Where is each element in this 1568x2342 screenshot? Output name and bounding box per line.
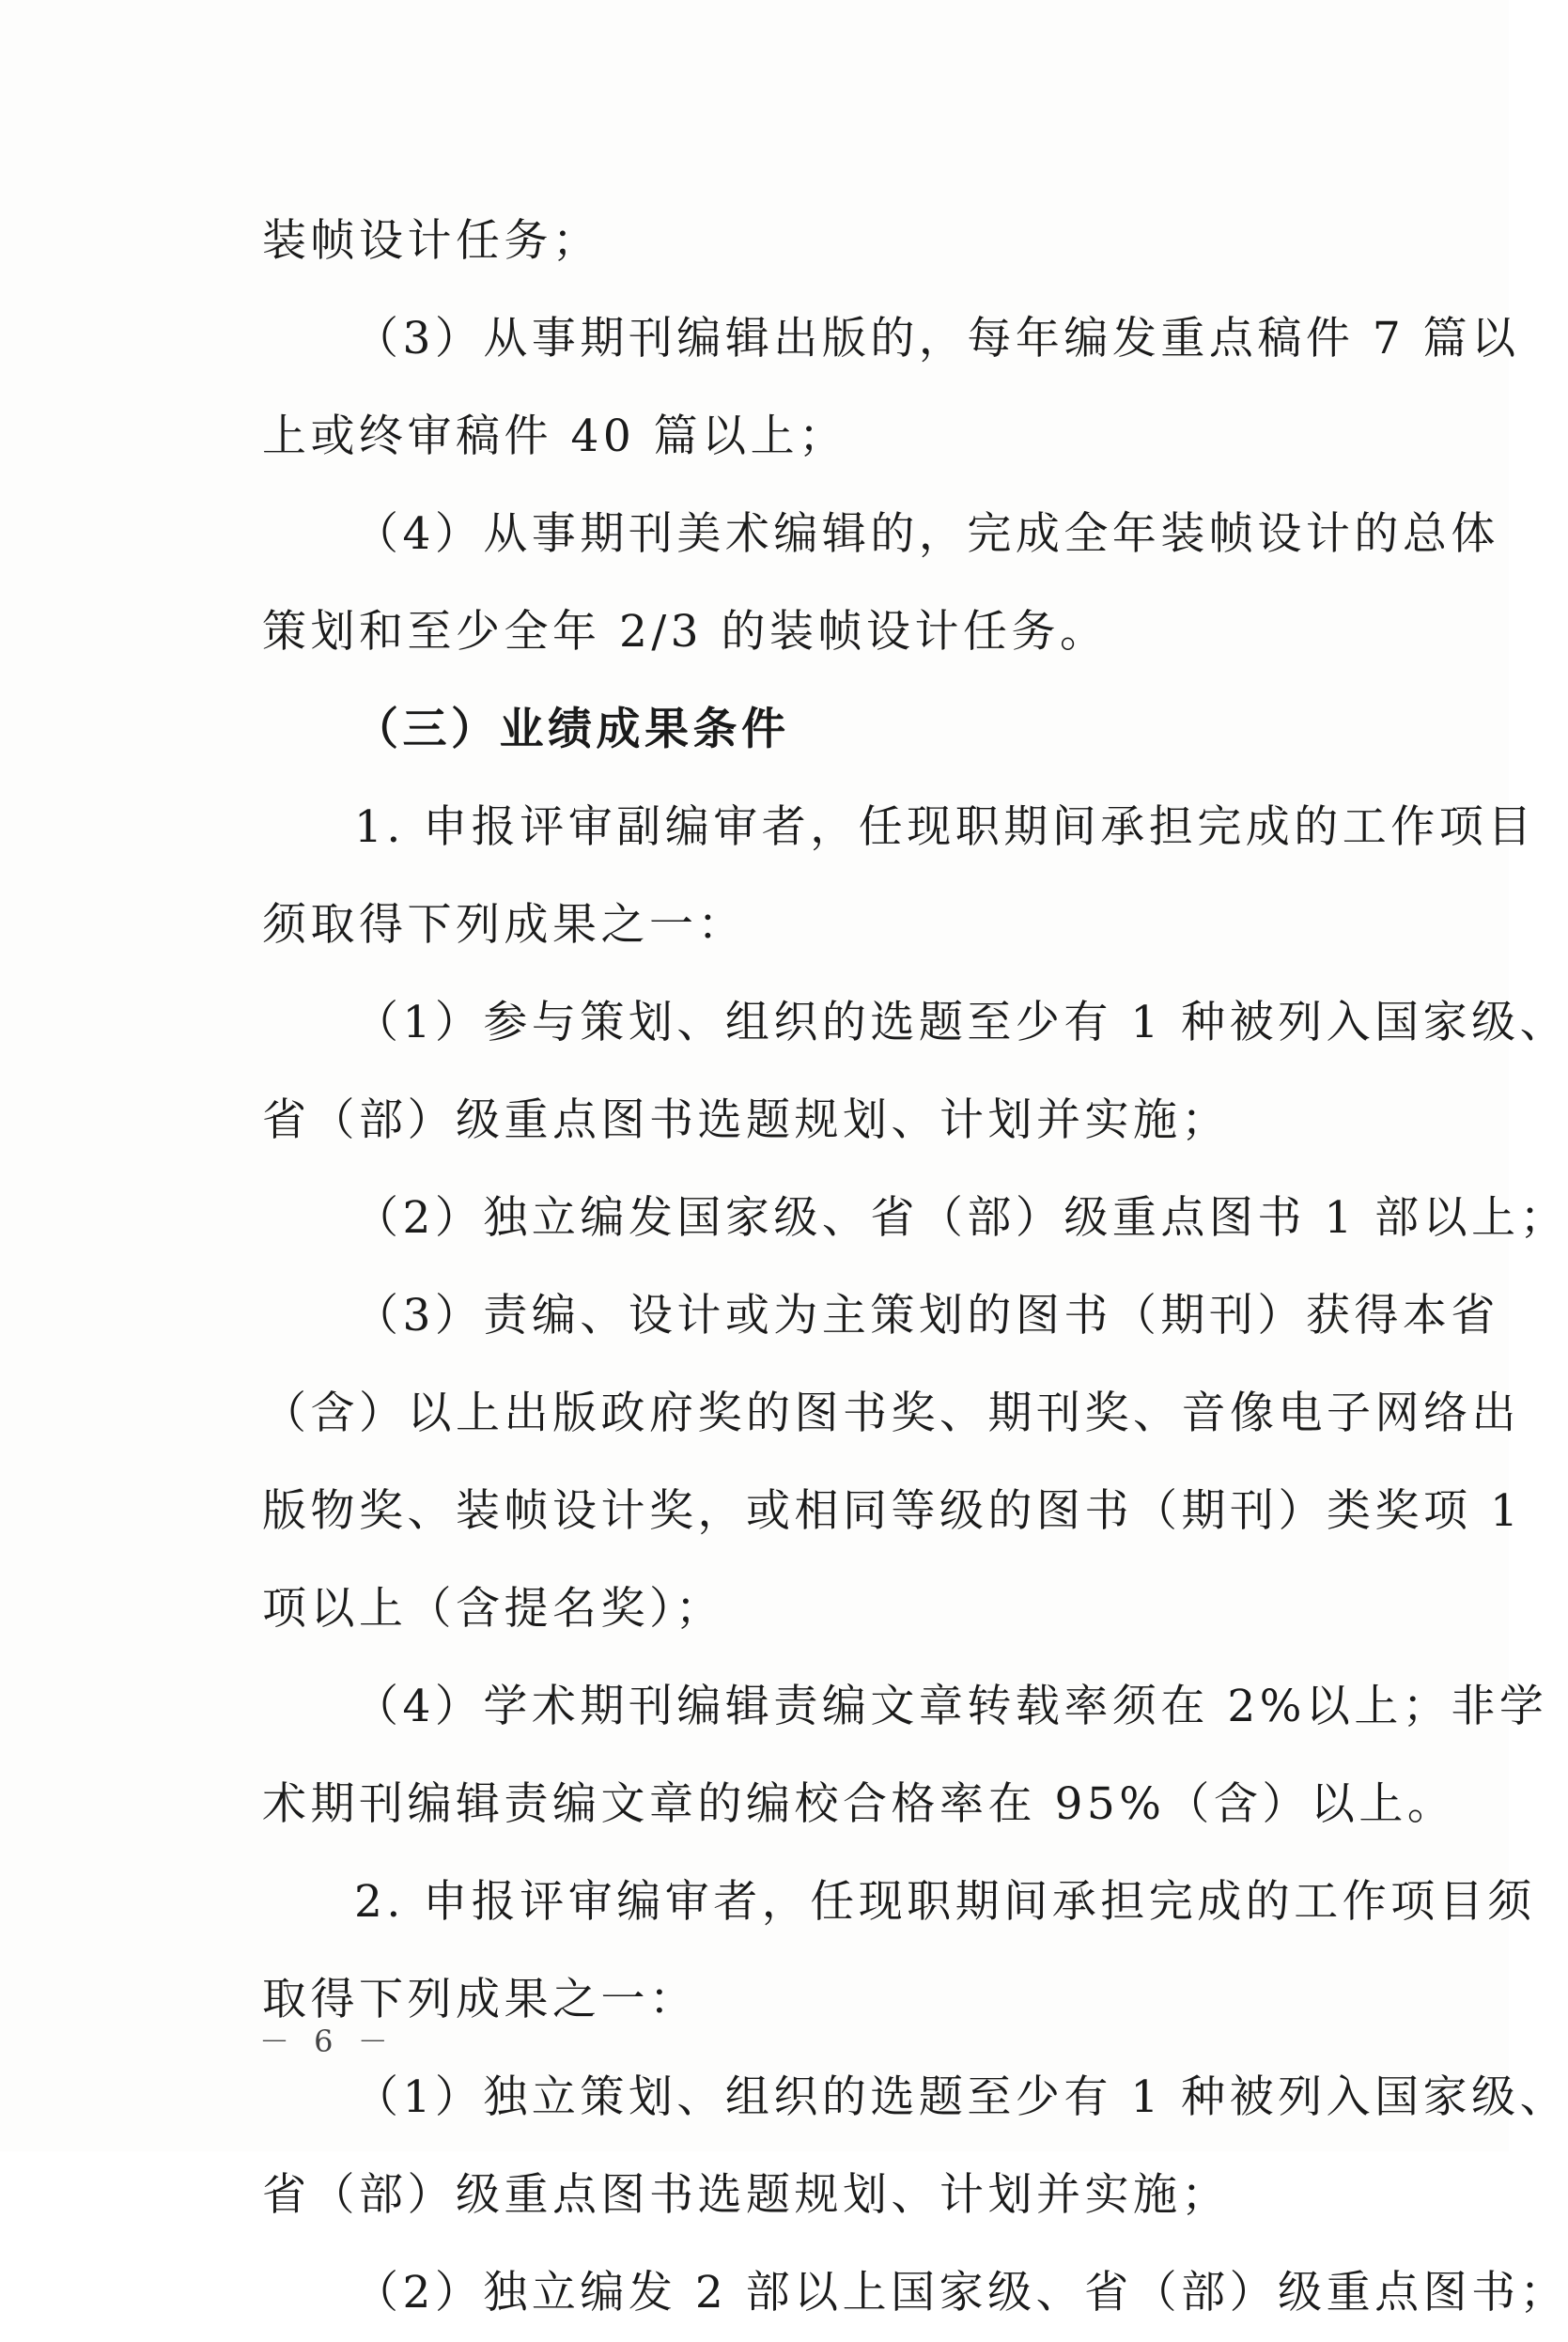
paragraph-line: 上或终审稿件 40 篇以上； (262, 411, 847, 462)
paragraph-line: 取得下列成果之一： (262, 1974, 698, 2025)
paragraph-line: 装帧设计任务； (262, 215, 601, 267)
paragraph-line: （4）学术期刊编辑责编文章转载率须在 2%以上；非学 (354, 1681, 1548, 1732)
paragraph-line: （4）从事期刊美术编辑的，完成全年装帧设计的总体 (354, 508, 1499, 560)
paragraph-line: 省（部）级重点图书选题规划、计划并实施； (262, 2169, 1230, 2221)
paragraph-line: （3）从事期刊编辑出版的，每年编发重点稿件 7 篇以 (354, 313, 1520, 364)
paragraph-line: 项以上（含提名奖）； (262, 1583, 724, 1635)
paragraph-line: 省（部）级重点图书选题规划、计划并实施； (262, 1094, 1230, 1146)
paragraph-line: （1）参与策划、组织的选题至少有 1 种被列入国家级、 (354, 997, 1568, 1048)
paragraph-line: 1. 申报评审副编审者，任现职期间承担完成的工作项目 (354, 801, 1536, 853)
paragraph-line: （1）独立策划、组织的选题至少有 1 种被列入国家级、 (354, 2071, 1568, 2123)
paragraph-line: 策划和至少全年 2/3 的装帧设计任务。 (262, 606, 1109, 658)
page-number: － 6 － (259, 2024, 396, 2059)
paragraph-line: 2. 申报评审编审者，任现职期间承担完成的工作项目须 (354, 1876, 1536, 1928)
document-body (262, 193, 1568, 2342)
paragraph-line: （3）责编、设计或为主策划的图书（期刊）获得本省 (354, 1290, 1499, 1342)
paragraph-line: 版物奖、装帧设计奖，或相同等级的图书（期刊）类奖项 1 (262, 1485, 1523, 1537)
paragraph-line: 术期刊编辑责编文章的编校合格率在 95%（含）以上。 (262, 1778, 1456, 1830)
paragraph-line: （含）以上出版政府奖的图书奖、期刊奖、音像电子网络出 (262, 1388, 1520, 1439)
paragraph-line: （2）独立编发 2 部以上国家级、省（部）级重点图书； (354, 2267, 1568, 2319)
paragraph-line: 须取得下列成果之一： (262, 899, 746, 951)
paragraph-line: （2）独立编发国家级、省（部）级重点图书 1 部以上； (354, 1192, 1568, 1244)
section-heading: （三）业绩成果条件 (354, 704, 790, 755)
